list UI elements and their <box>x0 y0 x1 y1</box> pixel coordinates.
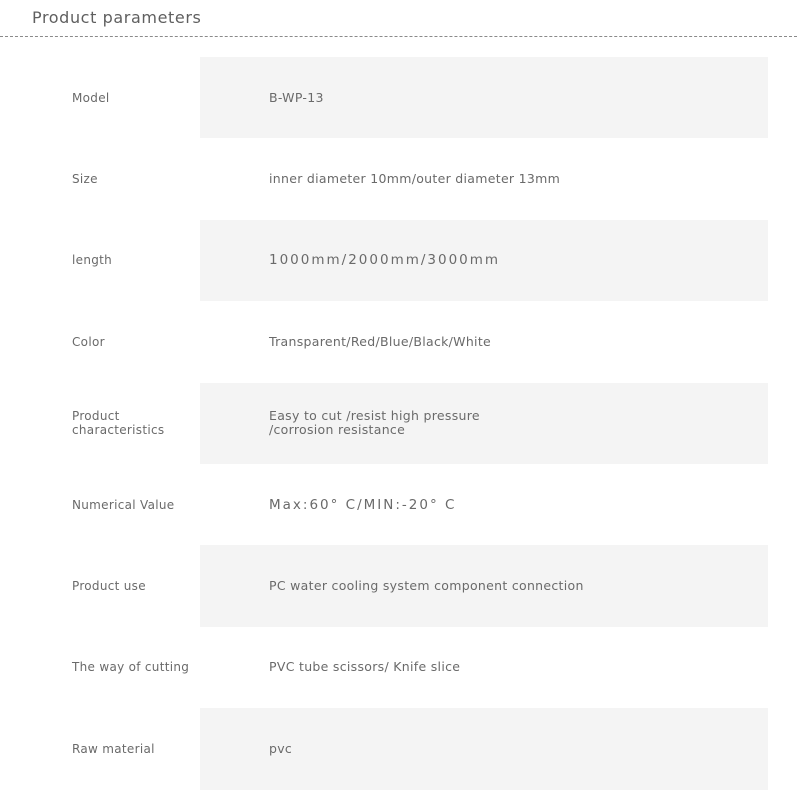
param-row-length <box>0 220 797 301</box>
param-row-color <box>0 301 797 382</box>
param-label: Raw material <box>72 741 155 756</box>
parameters-table <box>0 57 797 790</box>
param-value: inner diameter 10mm/outer diameter 13mm <box>269 171 561 187</box>
param-row-characteristics <box>0 383 797 464</box>
param-label: length <box>72 253 113 268</box>
param-value: PVC tube scissors/ Knife slice <box>269 659 461 675</box>
page-title: Product parameters <box>32 8 202 27</box>
param-value: 1000mm/2000mm/3000mm <box>269 252 501 269</box>
param-value: PC water cooling system component connection <box>269 578 584 594</box>
param-label: Product use <box>72 579 146 594</box>
param-value: Max:60° C/MIN:-20° C <box>269 496 457 513</box>
param-value: Easy to cut /resist high pressure /corrosion resistance <box>269 408 480 438</box>
param-value: pvc <box>269 740 293 756</box>
param-value: B-WP-13 <box>269 89 324 105</box>
param-label: Numerical Value <box>72 497 175 512</box>
param-label: Product characteristics <box>72 409 165 438</box>
param-row-model <box>0 57 797 138</box>
param-row-raw-material <box>0 708 797 789</box>
section-header <box>0 0 797 37</box>
param-label: Model <box>72 90 110 105</box>
param-row-numerical-value <box>0 464 797 545</box>
param-row-cutting <box>0 627 797 708</box>
param-label: Size <box>72 172 98 187</box>
param-label: The way of cutting <box>72 660 190 675</box>
param-row-product-use <box>0 545 797 626</box>
param-row-size <box>0 138 797 219</box>
param-label: Color <box>72 334 105 349</box>
param-value: Transparent/Red/Blue/Black/White <box>269 333 492 349</box>
